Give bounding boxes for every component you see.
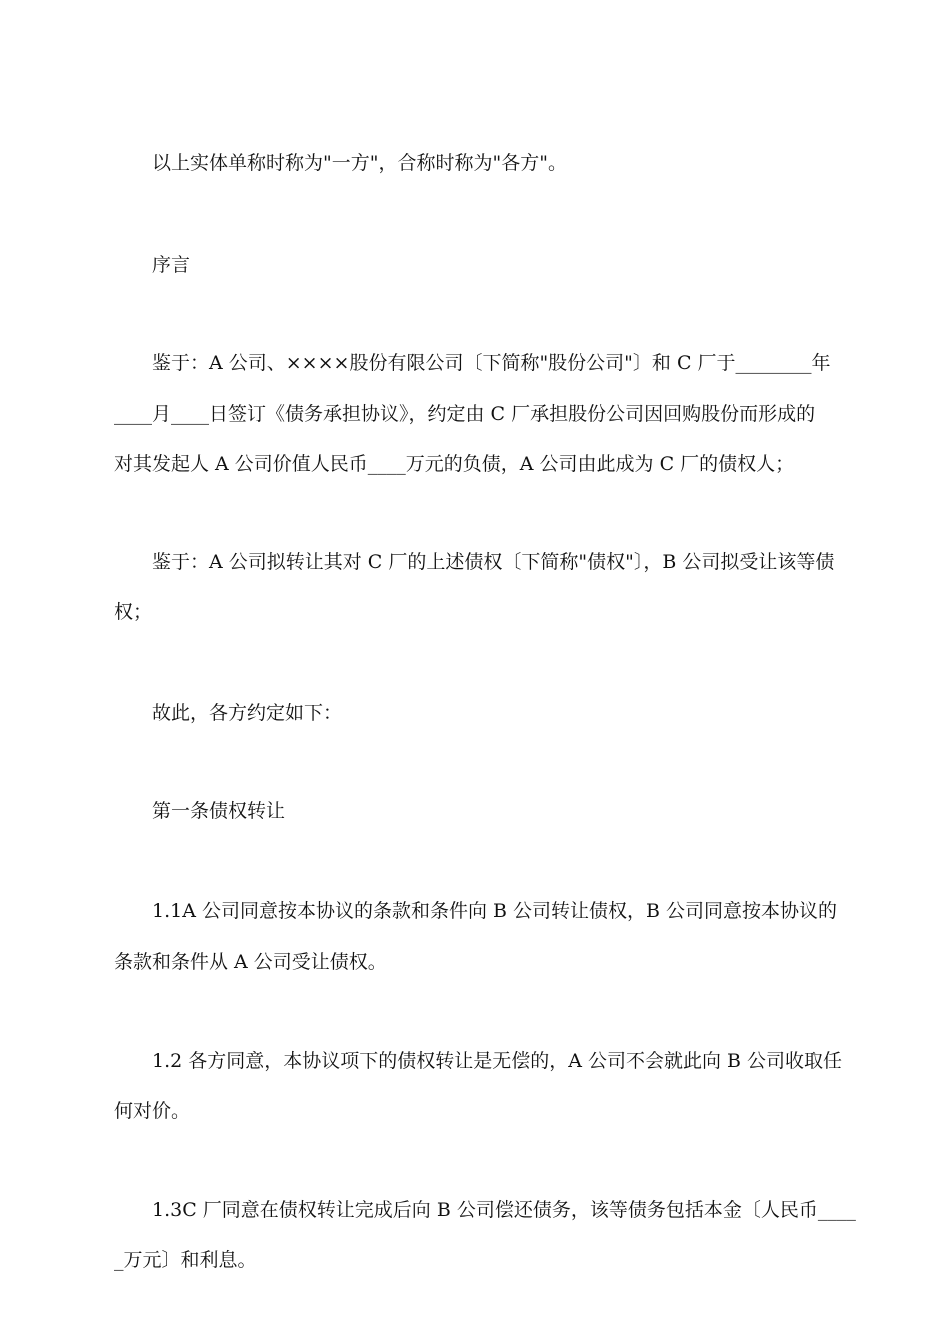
recital-2-line-1: 鉴于：A 公司拟转让其对 C 厂的上述债权〔下简称"债权"〕，B 公司拟受让该等债 — [152, 551, 835, 573]
clause-1-3-line-2: _万元〕和利息。 — [114, 1249, 257, 1271]
agreement-intro: 故此，各方约定如下： — [152, 702, 343, 724]
recital-1-line-3: 对其发起人 A 公司价值人民币____万元的负债，A 公司由此成为 C 厂的债权人； — [114, 453, 795, 475]
clause-1-1-line-1: 1.1A 公司同意按本协议的条款和条件向 B 公司转让债权，B 公司同意按本协议的 — [152, 900, 838, 922]
clause-1-3-line-1: 1.3C 厂同意在债权转让完成后向 B 公司偿还债务，该等债务包括本金〔人民币____ — [152, 1199, 856, 1221]
heading-preamble: 序言 — [152, 254, 191, 276]
clause-1-2-line-1: 1.2 各方同意，本协议项下的债权转让是无偿的，A 公司不会就此向 B 公司收取任 — [152, 1050, 843, 1072]
paragraph-parties-definition: 以上实体单称时称为"一方"，合称时称为"各方"。 — [152, 152, 567, 174]
recital-2-line-2: 权； — [114, 601, 153, 623]
recital-1-line-1: 鉴于：A 公司、××××股份有限公司〔下简称"股份公司"〕和 C 厂于________年 — [152, 352, 831, 374]
heading-article-1: 第一条债权转让 — [152, 800, 286, 822]
clause-1-1-line-2: 条款和条件从 A 公司受让债权。 — [114, 951, 387, 973]
recital-1-line-2: ____月____日签订《债务承担协议》，约定由 C 厂承担股份公司因回购股份而形成的 — [114, 403, 816, 425]
clause-1-2-line-2: 何对价。 — [114, 1100, 191, 1122]
